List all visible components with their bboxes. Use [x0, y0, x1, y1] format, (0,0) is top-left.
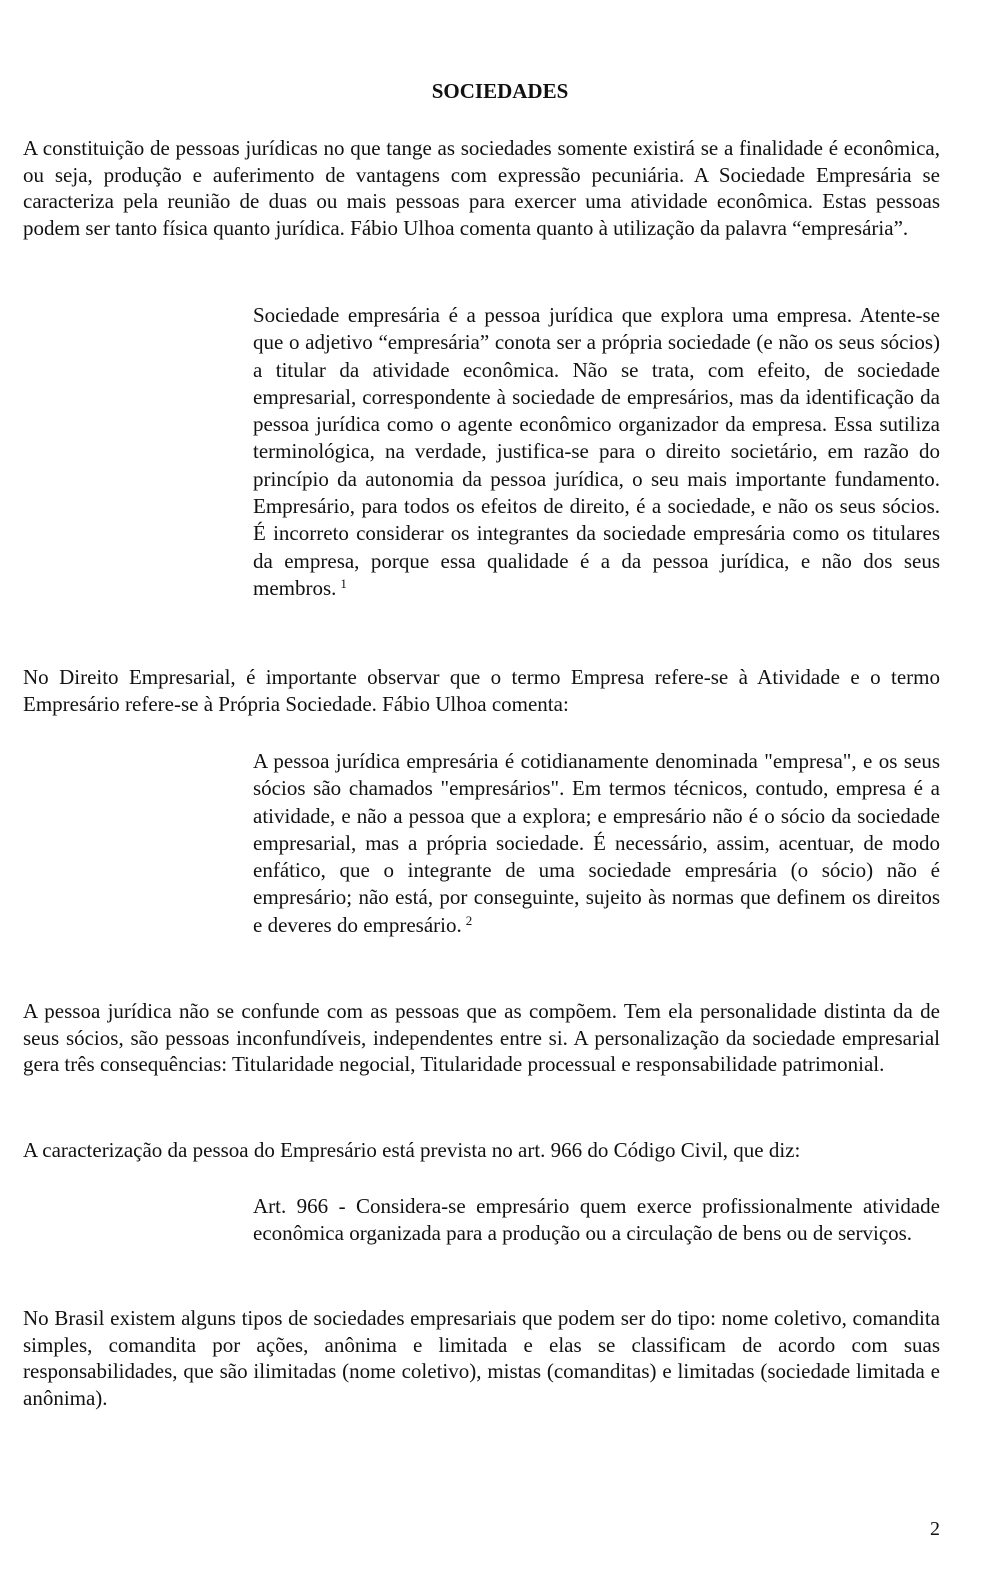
footnote-marker-1: 1 [340, 575, 347, 591]
body-paragraph-1: A constituição de pessoas jurídicas no que tange as sociedades somente existirá se a finalidade é econômica, ou seja, produção e auferimento de vantagens com expressão pecuniária. A Sociedade Empresária se caracteriza pela reunião de duas ou mais pessoas para exercer uma atividade econômica. Estas pessoas podem ser tanto física quanto jurídica. Fábio Ulhoa comenta quanto à utilização da palavra “empresária”. [23, 136, 940, 241]
body-paragraph-4: A caracterização da pessoa do Empresário está prevista no art. 966 do Código Civil, que diz: [23, 1138, 801, 1162]
block-quote-1 [253, 302, 940, 602]
block-quote-2 [253, 748, 940, 939]
block-quote-2-text: A pessoa jurídica empresária é cotidianamente denominada "empresa", e os seus sócios são chamados "empresários". Em termos técnicos, contudo, empresa é a atividade, e não a pessoa que a explora; e empresário não é o sócio da sociedade empresarial, mas a própria sociedade. É necessário, assim, acentuar, de modo enfático, que o integrante de uma sociedade empresária (o sócio) não é empresário; não está, por conseguinte, sujeito às normas que definem os direitos e deveres do empresário. [253, 749, 940, 937]
body-paragraph-3: A pessoa jurídica não se confunde com as pessoas que as compõem. Tem ela personalidade distinta da de seus sócios, são pessoas inconfundíveis, independentes entre si. A personalização da sociedade empresarial gera três consequências: Titularidade negocial, Titularidade processual e responsabilidade patrimonial. [23, 999, 940, 1077]
block-quote-3: Art. 966 - Considera-se empresário quem exerce profissionalmente atividade econômica organizada para a produção ou a circulação de bens ou de serviços. [253, 1194, 940, 1246]
page-title: SOCIEDADES [431, 79, 569, 103]
page-number: 2 [930, 1518, 940, 1540]
body-paragraph-2: No Direito Empresarial, é importante observar que o termo Empresa refere-se à Atividade e o termo Empresário refere-se à Própria Sociedade. Fábio Ulhoa comenta: [23, 665, 940, 716]
footnote-marker-2: 2 [465, 912, 473, 928]
block-quote-1-text: Sociedade empresária é a pessoa jurídica que explora uma empresa. Atente-se que o adjetivo “empresária” conota ser a própria sociedade (e não os seus sócios) a titular da atividade econômica. Não se trata, com efeito, de sociedade empresarial, correspondente à sociedade de empresários, mas da identificação da pessoa jurídica como o agente econômico organizador da empresa. Essa sutiliza terminológica, na verdade, justifica-se para o direito societário, em razão do princípio da autonomia da pessoa jurídica, o seu mais importante fundamento. Empresário, para todos os efeitos de direito, é a sociedade, e não os seus sócios. É incorreto considerar os integrantes da sociedade empresária como os titulares da empresa, porque essa qualidade é a da pessoa jurídica, e não dos seus membros. [253, 303, 940, 600]
body-paragraph-5: No Brasil existem alguns tipos de sociedades empresariais que podem ser do tipo: nome coletivo, comandita simples, comandita por ações, anônima e limitada e elas se classificam de acordo com suas responsabilidades, que são ilimitadas (nome coletivo), mistas (comanditas) e limitadas (sociedade limitada e anônima). [23, 1306, 940, 1411]
